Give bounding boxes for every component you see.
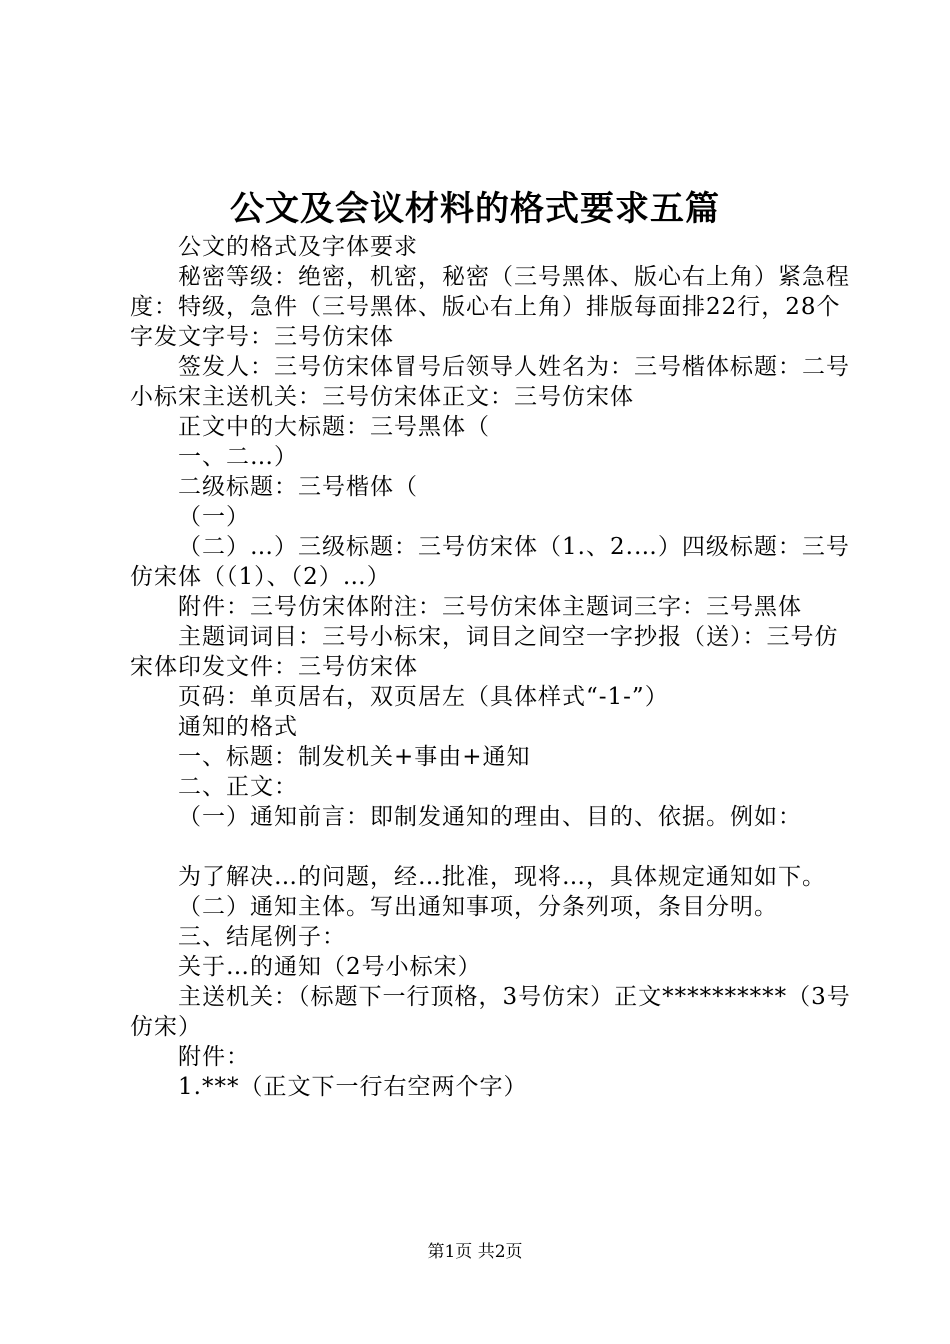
body-paragraph: 二级标题：三号楷体（ [178, 474, 418, 500]
body-paragraph: 二、正文： [178, 774, 298, 800]
body-paragraph: 一、标题：制发机关+事由+通知 [178, 744, 531, 770]
body-paragraph: （一） [178, 504, 250, 530]
body-paragraph: 页码：单页居右，双页居左（具体样式“-1-”） [178, 684, 669, 710]
body-paragraph: （二）通知主体。写出通知事项，分条列项，条目分明。 [178, 894, 778, 920]
body-paragraph: 一、二…） [178, 444, 298, 470]
body-paragraph: 通知的格式 [178, 714, 298, 740]
blank-line [130, 832, 852, 862]
body-paragraph: 主送机关：（标题下一行顶格，3号仿宋）正文**********（3号仿宋） [130, 984, 851, 1040]
body-paragraph: 正文中的大标题：三号黑体（ [178, 414, 490, 440]
body-paragraph: （一）通知前言：即制发通知的理由、目的、依据。例如： [178, 804, 802, 830]
body-paragraph: 为了解决…的问题，经…批准，现将…，具体规定通知如下。 [178, 864, 826, 890]
body-paragraph: 附件： [178, 1044, 250, 1070]
body-paragraph: 签发人：三号仿宋体冒号后领导人姓名为：三号楷体标题：二号小标宋主送机关：三号仿宋体正文：三号仿宋体 [130, 354, 850, 410]
body-paragraph: 主题词词目：三号小标宋，词目之间空一字抄报（送）：三号仿宋体印发文件：三号仿宋体 [130, 624, 839, 680]
body-paragraph: 1.***（正文下一行右空两个字） [178, 1074, 528, 1100]
document-title: 公文及会议材料的格式要求五篇 [230, 189, 720, 229]
body-paragraph: 秘密等级：绝密，机密，秘密（三号黑体、版心右上角）紧急程度：特级，急件（三号黑体、版心右上角）排版每面排22行，28个字发文字号：三号仿宋体 [130, 264, 850, 350]
body-paragraph: 三、结尾例子： [178, 924, 346, 950]
page-number-footer: 第1页 共2页 [427, 1242, 523, 1262]
document-body [130, 232, 852, 1102]
body-paragraph: 公文的格式及字体要求 [178, 234, 418, 260]
body-paragraph: （二）…）三级标题：三号仿宋体（1.、2.…）四级标题：三号仿宋体（（1）、（2）…） [130, 534, 850, 590]
body-paragraph: 附件：三号仿宋体附注：三号仿宋体主题词三字：三号黑体 [178, 594, 802, 620]
body-paragraph: 关于…的通知（2号小标宋） [178, 954, 482, 980]
